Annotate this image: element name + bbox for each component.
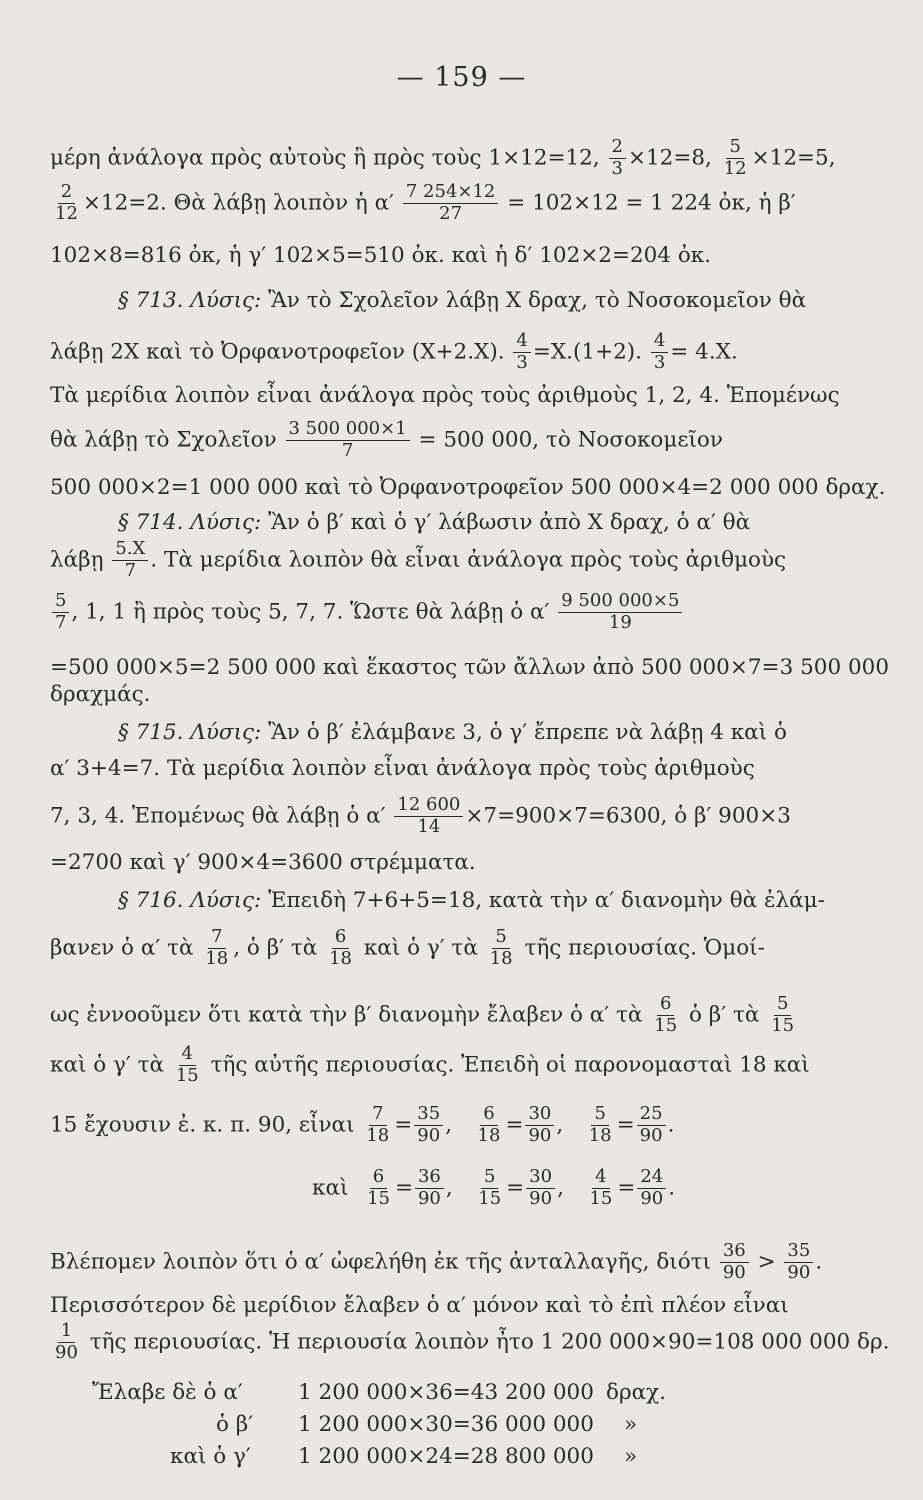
fraction: $\frac{4}{3}$ bbox=[651, 332, 668, 373]
text-line-19: βανεν ὁ α′ τὰ $\frac{7}{18}$ , ὁ β′ τὰ $\frac{6}{18}$ καὶ ὁ γ′ τὰ $\frac{5}{18}$ τῆς περιουσίας. Ὁμοί- bbox=[50, 926, 765, 969]
text-line-22: 15 ἔχουσιν ἐ. κ. π. 90, εἶναι $\frac{7}{18}$ = $\frac{35}{90}$ , $\frac{6}{18}$ = $\frac{30}{90}$ , $\frac{5}{18}$ = $\frac{25}{90}$ . bbox=[50, 1103, 675, 1146]
fraction: $\frac{4}{3}$ bbox=[513, 332, 530, 373]
fraction: $\frac{5}{12}$ bbox=[723, 136, 747, 179]
text-line-17: =2700 καὶ γ′ 900×4=3600 στρέμματα. bbox=[50, 850, 476, 875]
fraction: $\frac{35}{90}$ bbox=[784, 1242, 813, 1283]
text-line-20: ως ἐννοοῦμεν ὅτι κατὰ τὴν β′ διανομὴν ἔλαβεν ὁ α′ τὰ $\frac{6}{15}$ ὁ β′ τὰ $\frac{5}{15}$ bbox=[50, 995, 799, 1036]
fraction: $\frac{6}{15}$ bbox=[367, 1166, 390, 1209]
fraction: $\frac{9 500 000\times 5}{19}$ bbox=[558, 592, 682, 633]
text-line-6: Τὰ μερίδια λοιπὸν εἶναι ἀνάλογα πρὸς τοὺς ἀριθμοὺς 1, 2, 4. Ἑπομένως bbox=[50, 383, 840, 408]
text-line-13: δραχμάς. bbox=[50, 682, 151, 707]
fraction: $\frac{36}{90}$ bbox=[720, 1242, 749, 1283]
table-row-calc: 1 200 000×24=28 800 000 bbox=[298, 1444, 594, 1469]
section-715-heading: § 715. Λύσις: Ἂν ὁ β′ ἐλάμβανε 3, ὁ γ′ ἔπρεπε νὰ λάβῃ 4 καὶ ὁ bbox=[118, 720, 787, 745]
text-line-15: α′ 3+4=7. Τὰ μερίδια λοιπὸν εἶναι ἀνάλογα πρὸς τοὺς ἀριθμοὺς bbox=[50, 756, 755, 781]
table-row-who: ὁ β′ bbox=[216, 1412, 254, 1437]
fraction: $\frac{5}{18}$ bbox=[588, 1103, 612, 1146]
table-row-calc: 1 200 000×30=36 000 000 bbox=[298, 1412, 594, 1437]
text-line-12: =500 000×5=2 500 000 καὶ ἕκαστος τῶν ἄλλων ἀπὸ 500 000×7=3 500 000 bbox=[50, 655, 889, 680]
fraction: $\frac{4}{15}$ bbox=[589, 1166, 613, 1209]
text-line-26: $\frac{1}{90}$ τῆς περιουσίας. Ἡ περιουσία λοιπὸν ἦτο 1 200 000×90=108 000 000 δρ. bbox=[50, 1322, 889, 1363]
fraction: $\frac{5}{15}$ bbox=[771, 993, 795, 1036]
fraction: $\frac{25}{90}$ bbox=[637, 1105, 666, 1146]
fraction: $\frac{5}{15}$ bbox=[478, 1166, 502, 1209]
text-line-7: θὰ λάβῃ τὸ Σχολεῖον $\frac{3 500 000\times 1}{7}$ = 500 000, τὸ Νοσοκομεῖον bbox=[50, 418, 723, 461]
text-line-24: Βλέπομεν λοιπὸν ὅτι ὁ α′ ὠφελήθη ἐκ τῆς ἀνταλλαγῆς, διότι $\frac{36}{90}$ > $\frac{35}{90}$ . bbox=[50, 1240, 823, 1283]
fraction: $\frac{5}{7}$ bbox=[52, 592, 69, 633]
fraction: $\frac{5}{18}$ bbox=[489, 926, 513, 969]
fraction: $\frac{12 600}{14}$ bbox=[394, 796, 463, 837]
table-row-who: Ἔλαβε δὲ ὁ α′ bbox=[92, 1380, 243, 1405]
text-line-11: $\frac{5}{7}$ , 1, 1 ἢ πρὸς τοὺς 5, 7, 7. Ὥστε θὰ λάβῃ ὁ α′ $\frac{9 500 000\times 5}{19}$ bbox=[50, 592, 684, 633]
fraction: $\frac{7}{18}$ bbox=[366, 1103, 390, 1146]
section-713-heading: § 713. Λύσις: Ἂν τὸ Σχολεῖον λάβῃ Χ δραχ, τὸ Νοσοκομεῖον θὰ bbox=[118, 288, 807, 313]
fraction: $\frac{30}{90}$ bbox=[526, 1168, 555, 1209]
fraction: $\frac{2}{3}$ bbox=[609, 138, 626, 179]
fraction: $\frac{36}{90}$ bbox=[415, 1168, 444, 1209]
text-line-16: 7, 3, 4. Ἑπομένως θὰ λάβῃ ὁ α′ $\frac{12 600}{14}$ ×7=900×7=6300, ὁ β′ 900×3 bbox=[50, 794, 791, 837]
text-line-10: λάβῃ $\frac{5.X}{7}$ . Τὰ μερίδια λοιπὸν θὰ εἶναι ἀνάλογα πρὸς τοὺς ἀριθμοὺς bbox=[50, 538, 787, 581]
fraction: $\frac{4}{15}$ bbox=[175, 1043, 199, 1086]
fraction: $\frac{7 254\times 12}{27}$ bbox=[403, 183, 499, 224]
fraction: $\frac{6}{18}$ bbox=[329, 926, 353, 969]
fraction: $\frac{3 500 000\times 1}{7}$ bbox=[286, 420, 410, 461]
section-716-heading: § 716. Λύσις: Ἐπειδὴ 7+6+5=18, κατὰ τὴν α′ διανομὴν θὰ ἐλάμ- bbox=[118, 888, 825, 913]
fraction: $\frac{24}{90}$ bbox=[637, 1168, 666, 1209]
fraction: $\frac{7}{18}$ bbox=[205, 926, 229, 969]
fraction: $\frac{30}{90}$ bbox=[525, 1105, 554, 1146]
table-row-unit: δραχ. bbox=[606, 1380, 666, 1405]
page-number: — 159 — bbox=[396, 62, 527, 93]
fraction: $\frac{6}{18}$ bbox=[477, 1103, 501, 1146]
fraction: $\frac{6}{15}$ bbox=[654, 993, 678, 1036]
text-line-3: 102×8=816 ὀκ, ἡ γ′ 102×5=510 ὀκ. καὶ ἡ δ′ 102×2=204 ὀκ. bbox=[50, 243, 712, 268]
fraction: $\frac{2}{12}$ bbox=[55, 181, 78, 224]
text-line-1: μέρη ἀνάλογα πρὸς αὐτοὺς ἢ πρὸς τοὺς 1×12=12, $\frac{2}{3}$ ×12=8, $\frac{5}{12}$ ×12=5, bbox=[50, 136, 836, 179]
fraction: $\frac{35}{90}$ bbox=[414, 1105, 443, 1146]
text-line-2: $\frac{2}{12}$ ×12=2. Θὰ λάβῃ λοιπὸν ἡ α′ $\frac{7 254\times 12}{27}$ = 102×12 = 1 224 ὀκ, ἡ β′ bbox=[50, 183, 796, 224]
text-line-23: καὶ $\frac{6}{15}$ = $\frac{36}{90}$ , $\frac{5}{15}$ = $\frac{30}{90}$ , $\frac{4}{15}$ = $\frac{24}{90}$ . bbox=[312, 1166, 676, 1209]
fraction: $\frac{5.X}{7}$ bbox=[112, 540, 148, 581]
text-line-21: καὶ ὁ γ′ τὰ $\frac{4}{15}$ τῆς αὐτῆς περιουσίας. Ἐπειδὴ οἱ παρονομασταὶ 18 καὶ bbox=[50, 1043, 810, 1086]
section-714-heading: § 714. Λύσις: Ἂν ὁ β′ καὶ ὁ γ′ λάβωσιν ἀπὸ Χ δραχ, ὁ α′ θὰ bbox=[118, 510, 751, 535]
text-line-8: 500 000×2=1 000 000 καὶ τὸ Ὀρφανοτροφεῖον 500 000×4=2 000 000 δραχ. bbox=[50, 475, 886, 500]
text-line-25: Περισσότερον δὲ μερίδιον ἔλαβεν ὁ α′ μόνον καὶ τὸ ἐπὶ πλέον εἶναι bbox=[50, 1293, 789, 1318]
text-line-5: λάβῃ 2Χ καὶ τὸ Ὀρφανοτροφεῖον (Χ+2.Χ). $\frac{4}{3}$ =Χ.(1+2). $\frac{4}{3}$ = 4.Χ. bbox=[50, 330, 738, 373]
table-row-calc: 1 200 000×36=43 200 000 bbox=[298, 1380, 594, 1405]
table-row-who: καὶ ὁ γ′ bbox=[170, 1444, 251, 1469]
table-row-unit: » bbox=[624, 1444, 638, 1469]
fraction: $\frac{1}{90}$ bbox=[55, 1320, 78, 1363]
table-row-unit: » bbox=[624, 1412, 638, 1437]
